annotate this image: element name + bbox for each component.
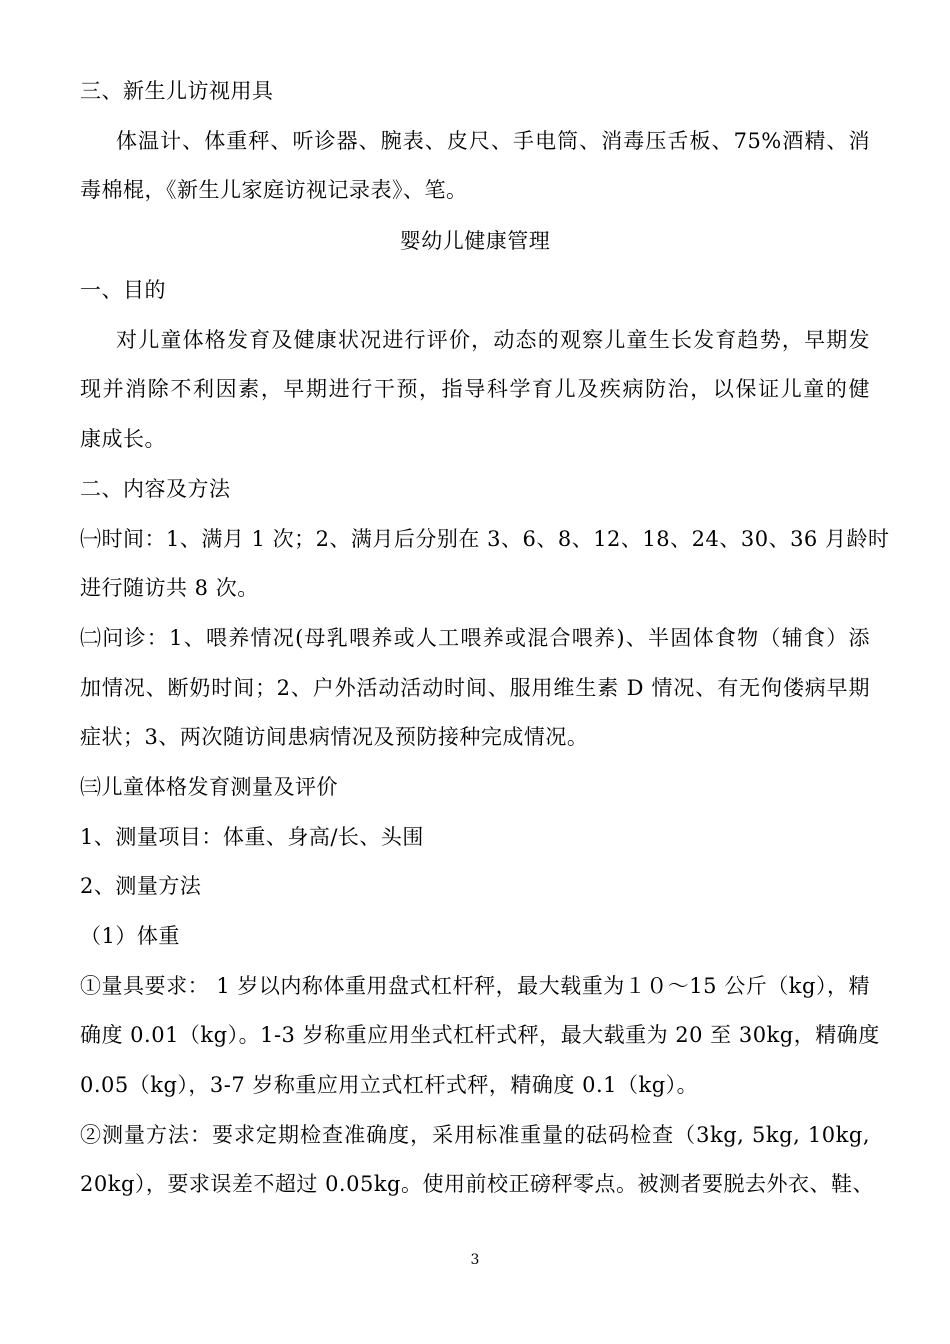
tool-requirements-line: 0.05（kg），3-7 岁称重应用立式杠杆式秤，精确度 0.1（kg）。: [80, 1073, 699, 1097]
tool-requirements-line: 确度 0.01（kg）。1-3 岁称重应用坐式杠杆式秤，最大载重为 20 至 30kg，精确度: [80, 1023, 880, 1047]
measurement-items: 1、测量项目：体重、身高/长、头围: [80, 825, 424, 849]
paragraph-line: 毒棉棍，《新生儿家庭访视记录表》、笔。: [80, 178, 468, 202]
time-item-line: 进行随访共 8 次。: [80, 576, 259, 600]
paragraph-line: 康成长。: [80, 427, 166, 451]
subsection-heading-measurement: ㈢儿童体格发育测量及评价: [80, 775, 338, 799]
inquiry-item-line: ㈡问诊：1、喂养情况(母乳喂养或人工喂养或混合喂养)、半固体食物（辅食）添: [80, 626, 870, 650]
section-heading-visit-tools: 三、新生儿访视用具: [80, 79, 274, 103]
section-heading-content-methods: 二、内容及方法: [80, 477, 231, 501]
paragraph-line: 体温计、体重秤、听诊器、腕表、皮尺、手电筒、消毒压舌板、75%酒精、消: [116, 129, 870, 153]
section-heading-purpose: 一、目的: [80, 278, 166, 302]
time-item-line: ㈠时间：1、满月 1 次；2、满月后分别在 3、6、8、12、18、24、30、36 月龄时: [80, 527, 890, 551]
tool-requirements-line: ①量具要求： 1 岁以内称体重用盘式杠杆秤，最大载重为１０～15 公斤（kg），精: [80, 974, 870, 998]
measurement-method-heading: 2、测量方法: [80, 874, 202, 898]
page-number: 3: [470, 1252, 480, 1268]
inquiry-item-line: 症状；3、两次随访间患病情况及预防接种完成情况。: [80, 725, 589, 749]
paragraph-line: 对儿童体格发育及健康状况进行评价，动态的观察儿童生长发育趋势，早期发: [116, 328, 870, 352]
measuring-method-line: ②测量方法：要求定期检查准确度，采用标准重量的砝码检查（3kg, 5kg, 10kg,: [80, 1123, 870, 1147]
paragraph-line: 现并消除不利因素，早期进行干预，指导科学育儿及疾病防治，以保证儿童的健: [80, 377, 870, 401]
weight-heading: （1）体重: [80, 924, 180, 948]
inquiry-item-line: 加情况、断奶时间；2、户外活动活动时间、服用维生素 D 情况、有无佝偻病早期: [80, 676, 870, 700]
document-title: 婴幼儿健康管理: [399, 229, 551, 253]
measuring-method-line: 20kg），要求误差不超过 0.05kg。使用前校正磅秤零点。被测者要脱去外衣、鞋、: [80, 1172, 874, 1196]
